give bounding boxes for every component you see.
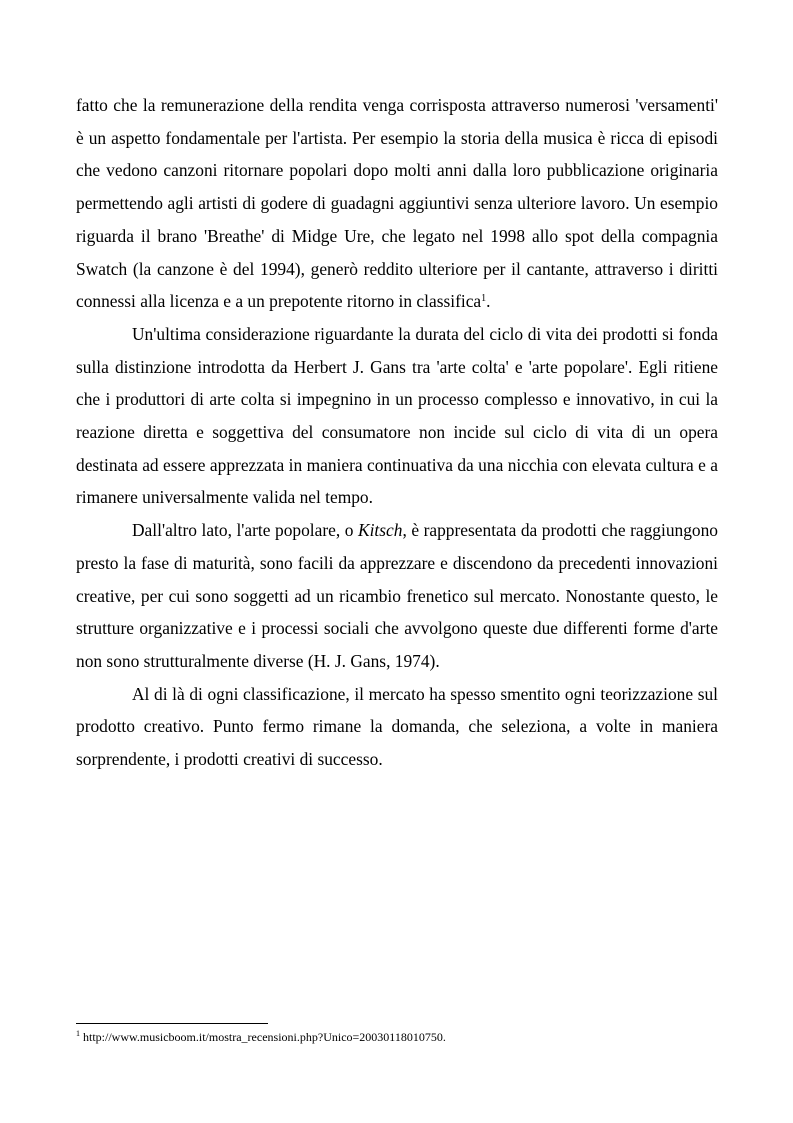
footnote-reference[interactable]: 1 bbox=[481, 293, 487, 305]
body-text bbox=[76, 89, 718, 776]
paragraph-3-text-after: , è rappresentata da prodotti che raggiungono presto la fase di maturità, sono facili da apprezzare e discendono da precedenti innovazioni creative, per cui sono soggetti ad un ricambio frenetico sul mercato. Nonostante questo, le strutture organizzative e i processi sociali che avvolgono queste due differenti forme d'arte non sono strutturalmente diverse (H. J. Gans, 1974). bbox=[76, 520, 718, 671]
paragraph-1-end: . bbox=[486, 291, 491, 312]
footnote-url: http://www.musicboom.it/mostra_recensioni.php?Unico=20030118010750. bbox=[80, 1030, 446, 1044]
paragraph-1-text: fatto che la remunerazione della rendita venga corrisposta attraverso numerosi 'versamenti' è un aspetto fondamentale per l'artista. Per esempio la storia della musica è ricca di episodi che vedono canzoni ritornare popolari dopo molti anni dalla loro pubblicazione originaria permettendo agli artisti di godere di guadagni aggiuntivi senza ulteriore lavoro. Un esempio riguarda il brano 'Breathe' di Midge Ure, che legato nel 1998 allo spot della compagnia Swatch (la canzone è del 1994), generò reddito ulteriore per il cantante, attraverso i diritti connessi alla licenza e a un prepotente ritorno in classifica bbox=[76, 95, 718, 312]
paragraph-2: Un'ultima considerazione riguardante la durata del ciclo di vita dei prodotti si fonda sulla distinzione introdotta da Herbert J. Gans tra 'arte colta' e 'arte popolare'. Egli ritiene che i produttori di arte colta si impegnino in un processo complesso e innovativo, in cui la reazione diretta e soggettiva del consumatore non incide sul ciclo di vita di un opera destinata ad essere apprezzata in maniera continuativa da una nicchia con elevata cultura e a rimanere universalmente valida nel tempo. bbox=[76, 323, 718, 508]
footnote-separator bbox=[76, 1023, 268, 1024]
paragraph-3 bbox=[76, 514, 718, 678]
paragraph-1 bbox=[76, 89, 718, 318]
paragraph-3-text-before: Dall'altro lato, l'arte popolare, o bbox=[132, 520, 358, 541]
footnote bbox=[76, 1029, 446, 1045]
footnote-number: 1 bbox=[76, 1029, 80, 1038]
paragraph-4: Al di là di ogni classificazione, il mercato ha spesso smentito ogni teorizzazione sul prodotto creativo. Punto fermo rimane la domanda, che seleziona, a volte in maniera sorprendente, i prodotti creativi di successo. bbox=[76, 683, 718, 770]
kitsch-term: Kitsch bbox=[358, 520, 403, 541]
